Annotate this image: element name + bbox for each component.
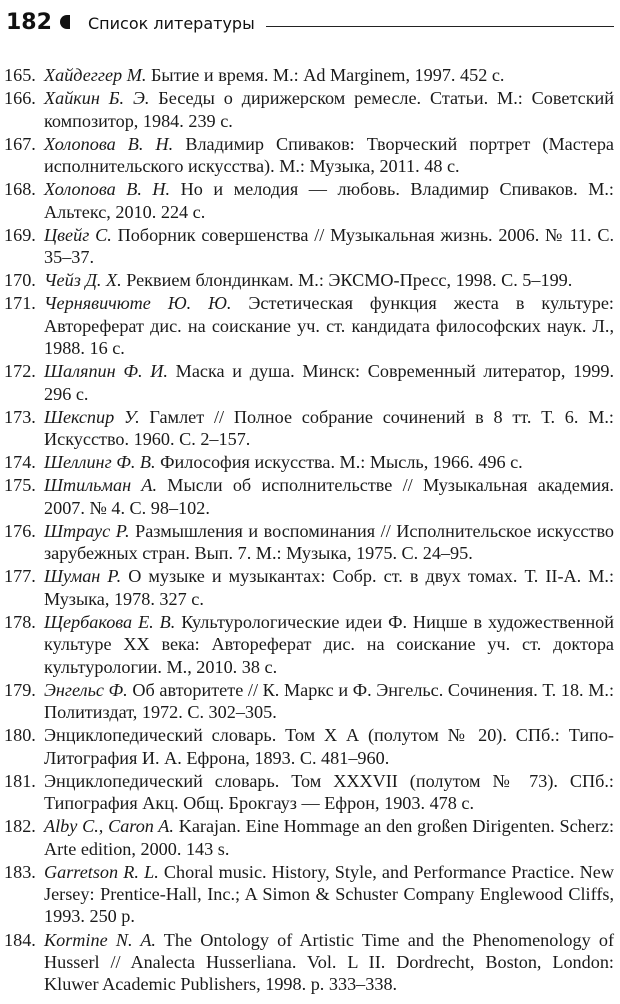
- reference-item: [0, 724, 620, 769]
- reference-item: [0, 292, 620, 359]
- reference-item: [0, 451, 620, 473]
- reference-number: 178.: [4, 611, 36, 632]
- reference-number: 184.: [4, 929, 36, 950]
- reference-number: 182.: [4, 816, 36, 837]
- reference-text: Choral music. History, Style, and Performance Practice. New Jersey: Prentice-Hall, Inc.; A Simon & Schuster Company Englewood Cliffs, 1993. 250 p.: [44, 861, 615, 927]
- reference-text: Культурологические идеи Ф. Ницше в художественной культуре XX века: Автореферат дис. на соискание уч. ст. доктора культурологии. М., 2010. 38 с.: [44, 611, 614, 677]
- reference-item: [0, 520, 620, 565]
- page-header: [6, 8, 614, 40]
- reference-list: [0, 64, 620, 996]
- reference-number: 166.: [4, 88, 36, 109]
- reference-text: Но и мелодия — любовь. Владимир Спиваков. М.: Альтекс, 2010. 224 с.: [44, 179, 614, 222]
- reference-text: Бытие и время. М.: Ad Marginem, 1997. 452 с.: [146, 65, 505, 85]
- reference-number: 172.: [4, 361, 36, 382]
- reference-item: [0, 770, 620, 815]
- reference-number: 175.: [4, 475, 36, 496]
- reference-item: [0, 565, 620, 610]
- reference-text: Мысли об исполнительстве // Музыкальная академия. 2007. № 4. С. 98–102.: [44, 475, 614, 518]
- reference-text: Поборник совершенства // Музыкальная жизнь. 2006. № 11. С. 35–37.: [44, 224, 614, 267]
- reference-item: [0, 861, 620, 928]
- reference-number: 168.: [4, 179, 36, 200]
- reference-author: Чейз Д. Х.: [44, 270, 122, 291]
- reference-item: [0, 474, 620, 519]
- reference-number: 171.: [4, 293, 36, 314]
- header-rule: [266, 26, 614, 27]
- reference-author: Щербакова Е. В.: [44, 611, 176, 632]
- reference-number: 173.: [4, 406, 36, 427]
- reference-text: Энциклопедический словарь. Том XXXVII (полутом № 73). СПб.: Типография Акц. Общ. Брокгауз — Ефрон, 1903. 478 с.: [44, 770, 614, 813]
- reference-item: [0, 224, 620, 269]
- reference-item: [0, 269, 620, 291]
- reference-text: Реквием блондинкам. М.: ЭКСМО-Пресс, 1998. С. 5–199.: [121, 270, 573, 291]
- reference-author: Энгельс Ф.: [44, 679, 128, 700]
- reference-item: [0, 64, 620, 86]
- reference-text: Размышления и воспоминания // Исполнительское искусство зарубежных стран. Вып. 7. М.: Музыка, 1975. С. 24–95.: [44, 520, 615, 564]
- reference-text: О музыке и музыкантах: Собр. ст. в двух томах. Т. II-А. М.: Музыка, 1978. 327 с.: [44, 566, 614, 609]
- reference-number: 165.: [4, 65, 36, 85]
- reference-number: 180.: [4, 725, 36, 746]
- reference-author: Цвейг С.: [44, 224, 112, 245]
- reference-text: Философия искусства. М.: Мысль, 1966. 496 с.: [155, 452, 523, 473]
- reference-item: [0, 815, 620, 860]
- reference-author: Шеллинг Ф. В.: [44, 452, 156, 473]
- reference-author: Штильман А.: [44, 475, 158, 496]
- reference-number: 170.: [4, 270, 36, 291]
- reference-number: 176.: [4, 520, 36, 541]
- reference-text: Эстетическая функция жеста в культуре: Автореферат дис. на соискание уч. ст. кандидата философских наук. Л., 1988. 16 с.: [44, 293, 614, 358]
- reference-text: Гамлет // Полное собрание сочинений в 8 тт. Т. 6. М.: Искусство. 1960. С. 2–157.: [44, 406, 614, 449]
- reference-item: [0, 929, 620, 996]
- half-circle-marker-icon: [60, 15, 70, 29]
- reference-number: 181.: [4, 770, 36, 791]
- running-title: Список литературы: [88, 14, 255, 33]
- reference-text: Энциклопедический словарь. Том X А (полутом № 20). СПб.: Типо-Литография И. А. Ефрона, 1893. С. 481–960.: [44, 725, 614, 768]
- reference-author: Холопова В. Н.: [44, 179, 171, 200]
- reference-text: Маска и душа. Минск: Современный литератор, 1999. 296 с.: [44, 361, 615, 404]
- reference-item: [0, 178, 620, 223]
- reference-text: Karajan. Eine Hommage an den großen Dirigenten. Scherz: Arte edition, 2000. 143 s.: [44, 816, 614, 859]
- reference-author: Штраус Р.: [44, 520, 130, 541]
- reference-text: The Ontology of Artistic Time and the Phenomenology of Husserl // Analecta Husserliana. Vol. L II. Dordrecht, Boston, London: Kluwer Academic Publishers, 1998. p. 333–338.: [44, 929, 614, 995]
- reference-author: Шаляпин Ф. И.: [44, 361, 168, 382]
- reference-number: 169.: [4, 224, 36, 245]
- reference-author: Шуман Р.: [44, 566, 122, 587]
- reference-number: 179.: [4, 679, 36, 700]
- reference-item: [0, 133, 620, 178]
- page-number: 182: [6, 10, 52, 35]
- reference-text: Об авторитете // К. Маркс и Ф. Энгельс. Сочинения. Т. 18. М.: Политиздат, 1972. С. 302–305.: [44, 679, 614, 722]
- reference-number: 183.: [4, 861, 36, 882]
- reference-item: [0, 360, 620, 405]
- reference-item: [0, 611, 620, 678]
- reference-author: Хайкин Б. Э.: [44, 88, 150, 109]
- reference-author: Хайдеггер М.: [44, 65, 147, 85]
- reference-author: Чернявичюте Ю. Ю.: [44, 293, 232, 314]
- reference-number: 167.: [4, 133, 36, 154]
- reference-author: Alby C., Caron A.: [44, 816, 174, 837]
- reference-number: 177.: [4, 566, 36, 587]
- reference-item: [0, 87, 620, 132]
- reference-author: Шекспир У.: [44, 406, 140, 427]
- reference-author: Garretson R. L.: [44, 861, 159, 882]
- reference-item: [0, 406, 620, 451]
- reference-text: Беседы о дирижерском ремесле. Статьи. М.: Советский композитор, 1984. 239 с.: [44, 88, 614, 131]
- reference-author: Kormine N. A.: [44, 929, 156, 950]
- reference-item: [0, 679, 620, 724]
- reference-author: Холопова В. Н.: [44, 133, 174, 154]
- reference-number: 174.: [4, 452, 36, 473]
- reference-text: Владимир Спиваков: Творческий портрет (Мастера исполнительского искусства). М.: Музыка, 2011. 48 с.: [44, 133, 614, 176]
